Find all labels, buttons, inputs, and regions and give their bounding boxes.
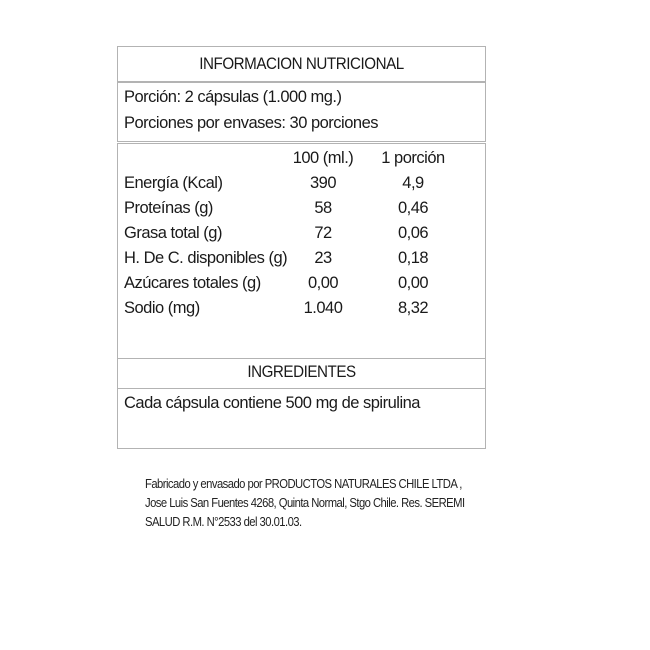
nutrition-title-section [117, 46, 486, 82]
table-row [118, 224, 485, 249]
value-per-portion: 0,06 [397, 224, 429, 242]
portion-section [117, 82, 486, 142]
value-per-100: 58 [314, 199, 332, 217]
serving-size: Porción: 2 cápsulas (1.000 mg.) [124, 88, 342, 106]
value-per-100: 390 [309, 174, 337, 192]
value-per-portion: 0,46 [397, 199, 429, 217]
table-header-row [118, 149, 485, 174]
header-per-100: 100 (ml.) [292, 149, 354, 167]
nutrient-name: Proteínas (g) [124, 199, 213, 217]
nutrient-name: Grasa total (g) [124, 224, 222, 242]
value-per-portion: 4,9 [402, 174, 424, 192]
value-per-100: 1.040 [303, 299, 343, 317]
table-row [118, 299, 485, 324]
nutrient-name: Sodio (mg) [124, 299, 200, 317]
table-row [118, 174, 485, 199]
servings-per-container: Porciones por envases: 30 porciones [124, 114, 378, 132]
nutrient-name: H. De C. disponibles (g) [124, 249, 288, 267]
table-row [118, 249, 485, 274]
value-per-100: 72 [314, 224, 332, 242]
value-per-portion: 8,32 [397, 299, 429, 317]
value-per-portion: 0,00 [397, 274, 429, 292]
ingredients-text: Cada cápsula contiene 500 mg de spirulina [124, 394, 420, 412]
nutrient-name: Azúcares totales (g) [124, 274, 261, 292]
ingredients-body-section [117, 388, 486, 449]
footer-line: SALUD R.M. N°2533 del 30.01.03. [145, 515, 302, 529]
value-per-portion: 0,18 [397, 249, 429, 267]
nutrition-title: INFORMACION NUTRICIONAL [199, 55, 404, 73]
ingredients-title-section [117, 357, 486, 389]
table-row [118, 199, 485, 224]
nutrition-table [117, 143, 486, 359]
nutrient-name: Energía (Kcal) [124, 174, 223, 192]
header-per-portion: 1 porción [381, 149, 445, 167]
value-per-100: 0,00 [307, 274, 339, 292]
manufacturer-info [145, 475, 505, 532]
table-row [118, 274, 485, 299]
footer-line: Jose Luis San Fuentes 4268, Quinta Normal, Stgo Chile. Res. SEREMI [145, 496, 465, 510]
value-per-100: 23 [314, 249, 332, 267]
ingredients-title: INGREDIENTES [247, 363, 356, 381]
footer-line: Fabricado y envasado por PRODUCTOS NATURALES CHILE LTDA , [145, 477, 462, 491]
